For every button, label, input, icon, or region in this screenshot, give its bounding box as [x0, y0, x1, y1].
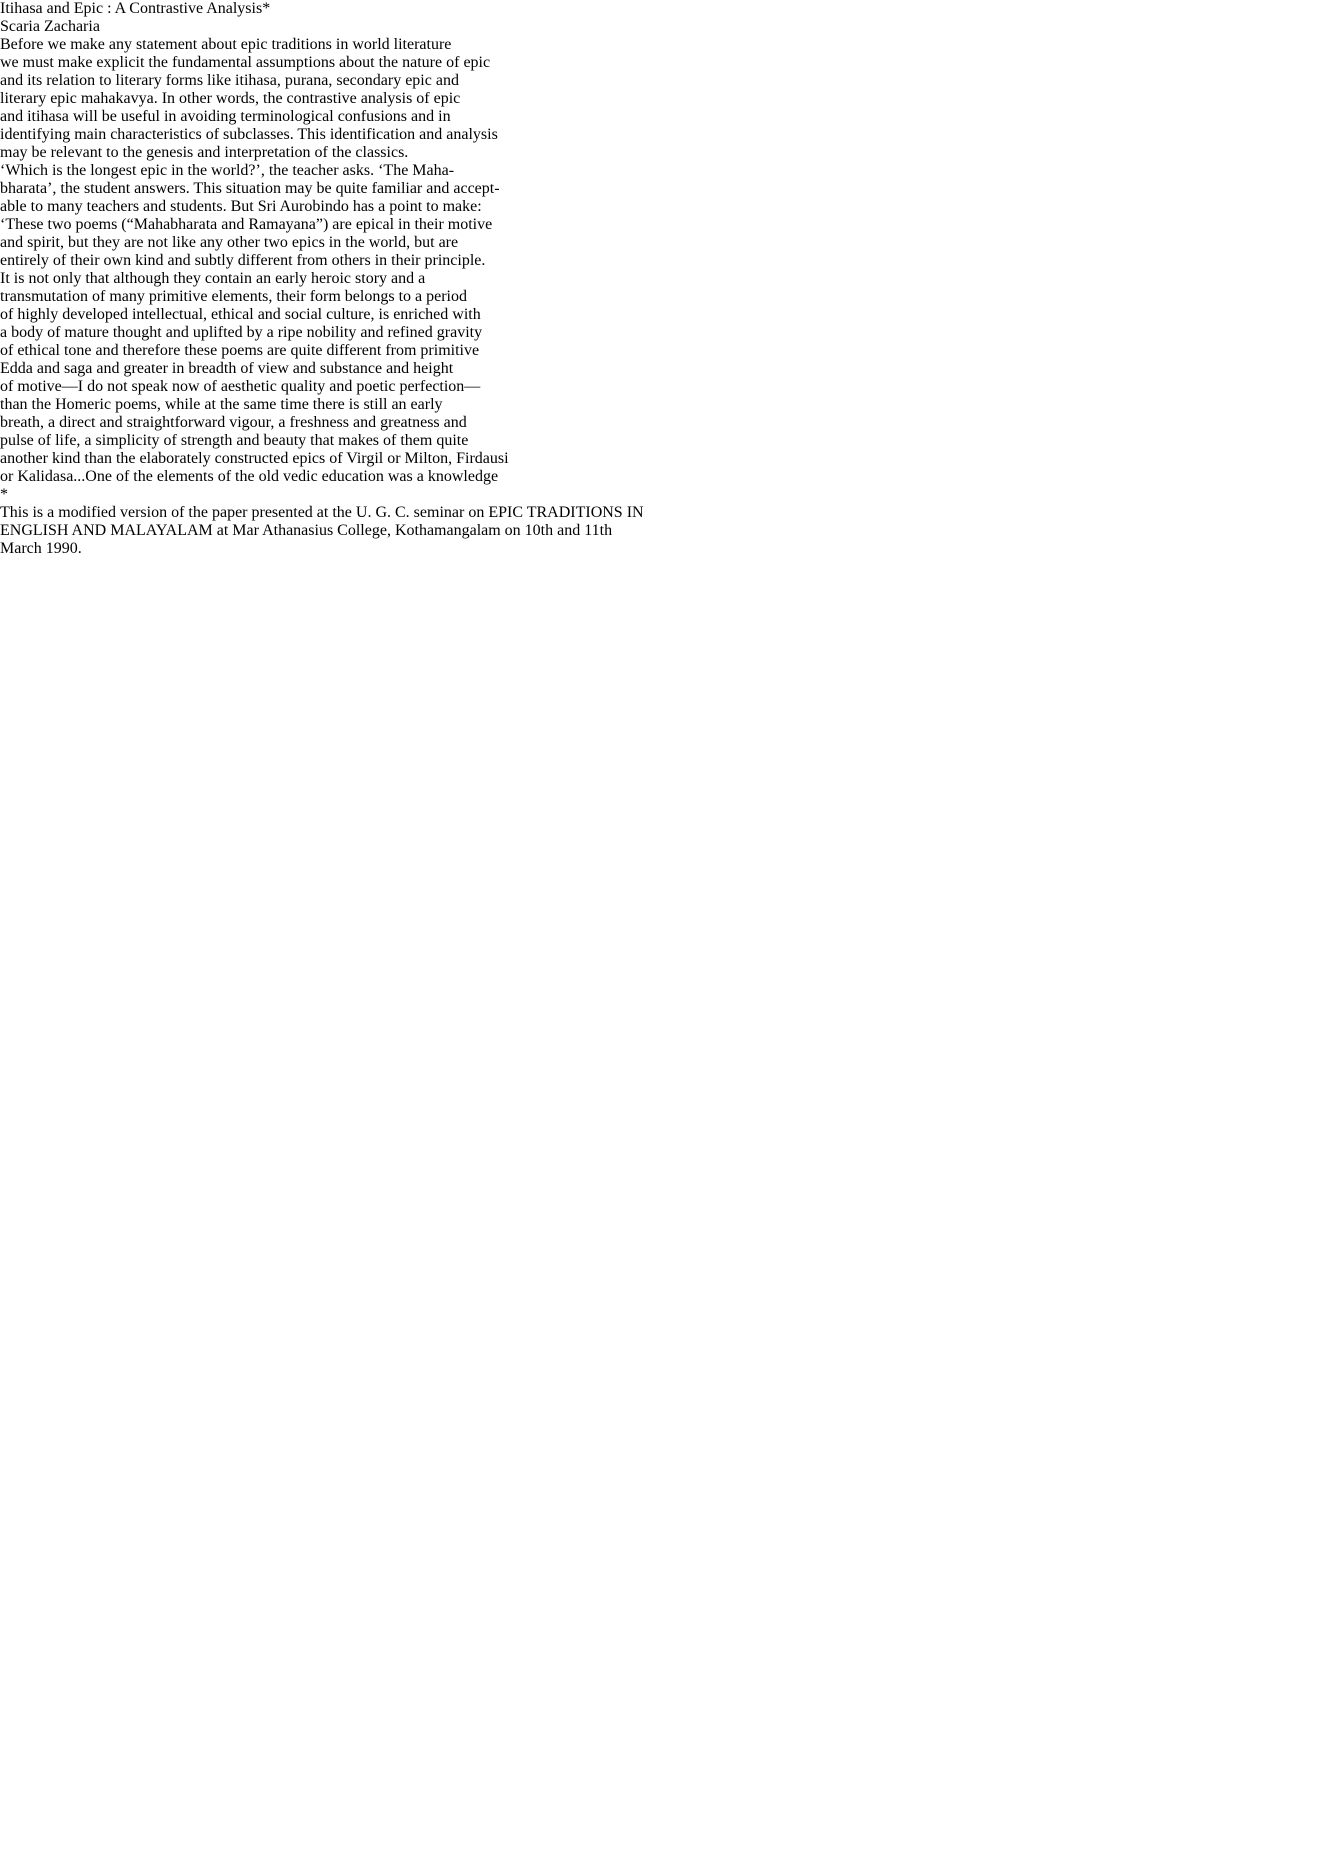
- author-name: Scaria Zacharia: [0, 18, 100, 35]
- text-line: This is a modified version of the paper presented at the U. G. C. seminar on EPIC TRADITIONS IN: [0, 504, 644, 521]
- text-line: another kind than the elaborately constructed epics of Virgil or Milton, Firdausi: [0, 450, 509, 467]
- body-paragraph-2: [0, 162, 1326, 486]
- text-line: a body of mature thought and uplifted by a ripe nobility and refined gravity: [0, 324, 483, 341]
- text-line: breath, a direct and straightforward vigour, a freshness and greatness and: [0, 414, 467, 431]
- footnote-asterisk: *: [0, 486, 8, 503]
- text-line: entirely of their own kind and subtly different from others in their principle.: [0, 252, 486, 269]
- text-line: and its relation to literary forms like itihasa, purana, secondary epic and: [0, 72, 459, 89]
- body-paragraph-1: [0, 36, 1326, 162]
- text-line: identifying main characteristics of subclasses. This identification and analysis: [0, 126, 498, 143]
- footnote-text: [0, 504, 1326, 558]
- text-line: and itihasa will be useful in avoiding terminological confusions and in: [0, 108, 451, 125]
- text-line: than the Homeric poems, while at the same time there is still an early: [0, 396, 443, 413]
- text-line: bharata’, the student answers. This situation may be quite familiar and accept-: [0, 180, 500, 197]
- text-line: ‘Which is the longest epic in the world?’, the teacher asks. ‘The Maha-: [0, 162, 455, 179]
- page-title: [0, 0, 1326, 18]
- title-label: Itihasa and Epic : A Contrastive Analysis: [0, 0, 263, 17]
- text-line: transmutation of many primitive elements, their form belongs to a period: [0, 288, 467, 305]
- text-line: of highly developed intellectual, ethical and social culture, is enriched with: [0, 306, 481, 323]
- footnote: [0, 486, 1326, 558]
- text-line: of ethical tone and therefore these poems are quite different from primitive: [0, 342, 480, 359]
- text-line: pulse of life, a simplicity of strength and beauty that makes of them quite: [0, 432, 469, 449]
- text-line: March 1990.: [0, 540, 82, 557]
- text-line: may be relevant to the genesis and interpretation of the classics.: [0, 144, 409, 161]
- text-line: of motive—I do not speak now of aesthetic quality and poetic perfection—: [0, 378, 481, 395]
- title-footnote-asterisk: *: [262, 0, 271, 17]
- text-line: Before we make any statement about epic traditions in world literature: [0, 36, 452, 53]
- text-line: able to many teachers and students. But Sri Aurobindo has a point to make:: [0, 198, 482, 215]
- text-line: and spirit, but they are not like any other two epics in the world, but are: [0, 234, 459, 251]
- body-text-column: [0, 36, 1326, 486]
- text-line: or Kalidasa...One of the elements of the old vedic education was a knowledge: [0, 468, 499, 485]
- text-line: we must make explicit the fundamental assumptions about the nature of epic: [0, 54, 491, 71]
- text-line: It is not only that although they contain an early heroic story and a: [0, 270, 426, 287]
- text-line: Edda and saga and greater in breadth of view and substance and height: [0, 360, 454, 377]
- text-line: literary epic mahakavya. In other words, the contrastive analysis of epic: [0, 90, 461, 107]
- text-line: ENGLISH AND MALAYALAM at Mar Athanasius College, Kothamangalam on 10th and 11th: [0, 522, 613, 539]
- page-title-text: [0, 0, 270, 17]
- text-line: ‘These two poems (“Mahabharata and Ramayana”) are epical in their motive: [0, 216, 493, 233]
